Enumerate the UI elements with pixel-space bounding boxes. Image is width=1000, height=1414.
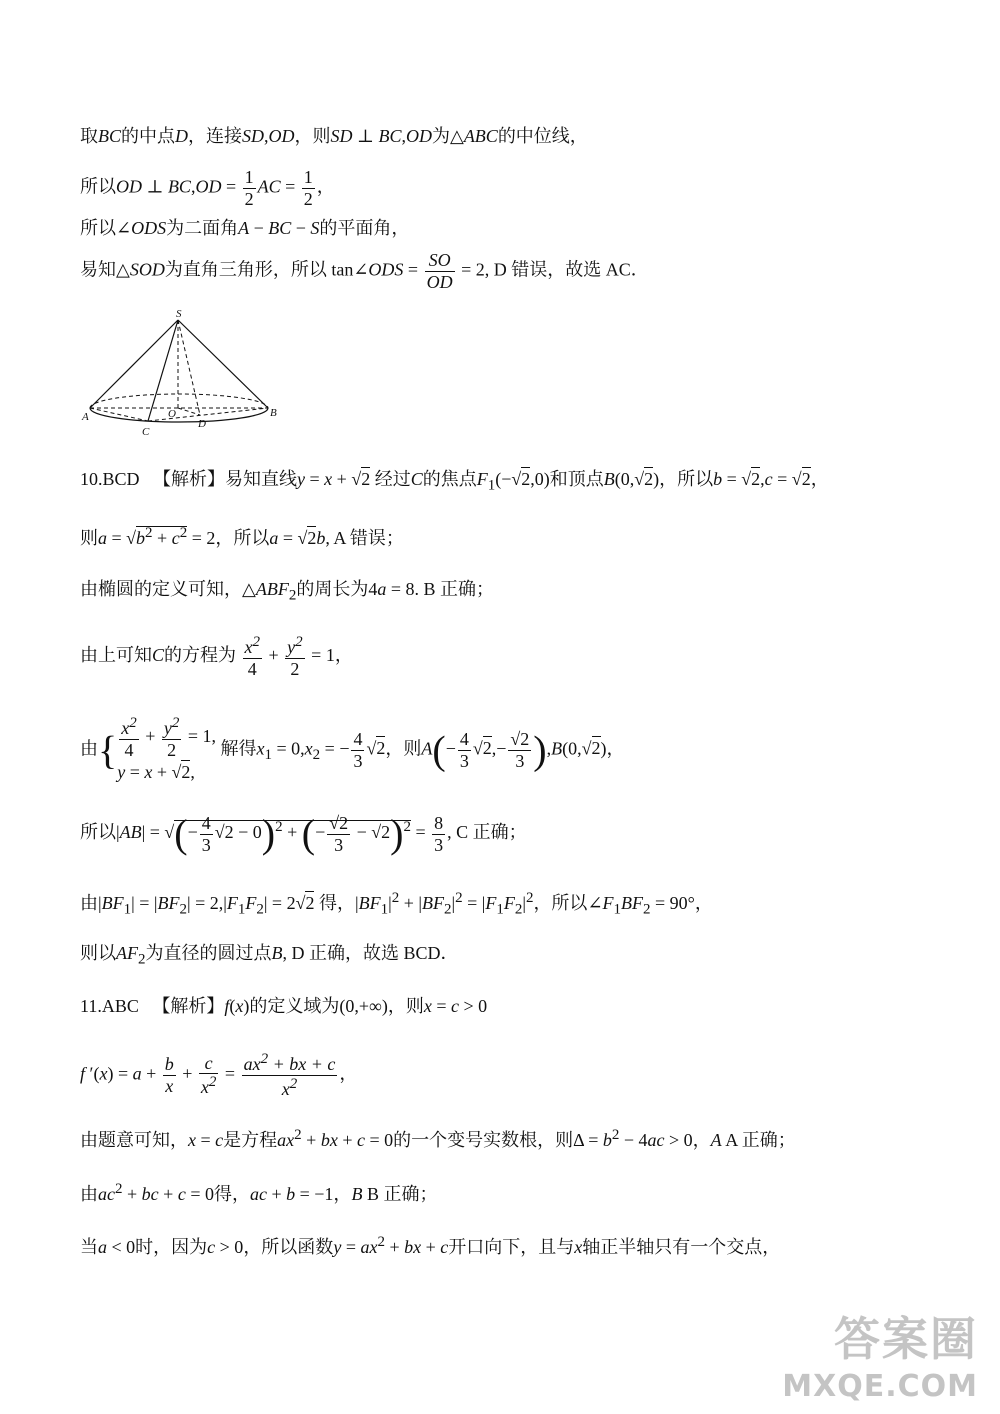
base-back-arc: [90, 394, 268, 408]
q9-line-2: 所以OD ⊥ BC,OD = $\frac{1}{2}$ AC = $\frac{1}{2}$ ，: [80, 167, 335, 209]
q10-line-3: 由椭圆的定义可知，$\triangle ABF_2$的周长为4a = 8. B 正确；: [80, 579, 495, 604]
q9-line-1: 取BC的中点D，连接SD,OD，则SD ⊥ BC,OD为△ABC的中位线，: [80, 126, 588, 146]
q11-line-4: 由$ac^2$ + bc + c = 0得，ac + b = −1，B B 正确；: [80, 1181, 438, 1204]
label-c: C: [142, 426, 150, 438]
label-d: D: [198, 418, 206, 430]
q10-line-2: 则$a = √b^2 + c^2 = 2$，所以a = √2b, A 错误；: [80, 525, 404, 548]
label-b: B: [270, 407, 277, 419]
watermark-domain: MXQE.COM: [782, 1369, 978, 1404]
q10-number: 10.BCD: [80, 469, 140, 489]
q9-line-4: 易知△SOD为直角三角形，所以 tan∠ODS = $\frac{SO}{OD}$ = 2, D 错误，故选 AC．: [80, 250, 649, 292]
segment-od: [178, 408, 200, 415]
label-o: O: [168, 408, 176, 420]
q11-number: 11.ABC: [80, 996, 139, 1016]
q9-line-3: 所以∠ODS为二面角A − BC − S的平面角，: [80, 218, 410, 238]
q11-tag: 【解析】: [152, 996, 225, 1016]
label-a: A: [82, 411, 89, 423]
q10-line-1: 10.BCD 【解析】易知直线y = x + √2 经过C的焦点$F_1(-√2,0)$和顶点B(0,√2)，所以b = √2,c = √2，: [80, 469, 829, 494]
q10-line-5: 由{ $\frac{x^2}{4}$ + $\frac{y^2}{2}$ = 1, y = x + √2, 解得$x_1 = 0,x_2$ = − $\frac{4}{3}$ √2，则A(− $\frac{4}{3}$ √2,− $\frac{√2}{3}$ ),B(0,√2)，: [80, 715, 625, 783]
q10-line-4: 由上可知C的方程为 $\frac{x^2}{4}$ + $\frac{y^2}{2}$ = 1，: [80, 634, 353, 679]
q11-line-2: f ′(x) = a + $\frac{b}{x}$ + $\frac{c}{x^2}$ = $\frac{ax^2 + bx + c}{x^2}$ ，: [80, 1051, 358, 1099]
q10-line-6: 所以|AB| = √(− $\frac{4}{3}$ √2 − 0)$^2$ + (− $\frac{√2}{3}$ − √2)$^2$ = $\frac{8}{3}$ , C 正确；: [80, 811, 527, 856]
segment-cb: [148, 408, 268, 421]
q10-line-7: 由$|BF_1| = |BF_2| = 2,|F_1F_2| = 2√2$ 得，$|BF_1|^2 + |BF_2|^2 = |F_1F_2|^2$，所以$\angle F_1BF_2 = 90^\circ$，: [80, 890, 713, 918]
edge-sb: [178, 320, 268, 408]
segment-sd: [178, 320, 200, 415]
q10-tag: 【解析】: [153, 469, 226, 489]
q11-line-1: 11.ABC 【解析】f(x)的定义域为(0,+∞)，则x = c > 0: [80, 996, 488, 1016]
label-s: S: [176, 308, 182, 320]
q10-line-8: 则以$AF_2$为直径的圆过点B, D 正确，故选 BCD．: [80, 943, 459, 968]
q11-line-5: 当a < 0时，因为c > 0，所以函数$y = ax^2$ + bx + c开口向下，且与x轴正半轴只有一个交点，: [80, 1234, 781, 1257]
watermark-logo: [782, 1303, 978, 1404]
cone-diagram: [80, 308, 280, 443]
watermark-text: 答案圈: [834, 1312, 978, 1366]
base-front-arc: [90, 408, 268, 422]
q11-line-3: 由题意可知，x = c是方程$ax^2$ + bx + c = 0的一个变号实数根，则$\Delta = b^2 - 4ac > 0$，A A 正确；: [80, 1127, 796, 1150]
